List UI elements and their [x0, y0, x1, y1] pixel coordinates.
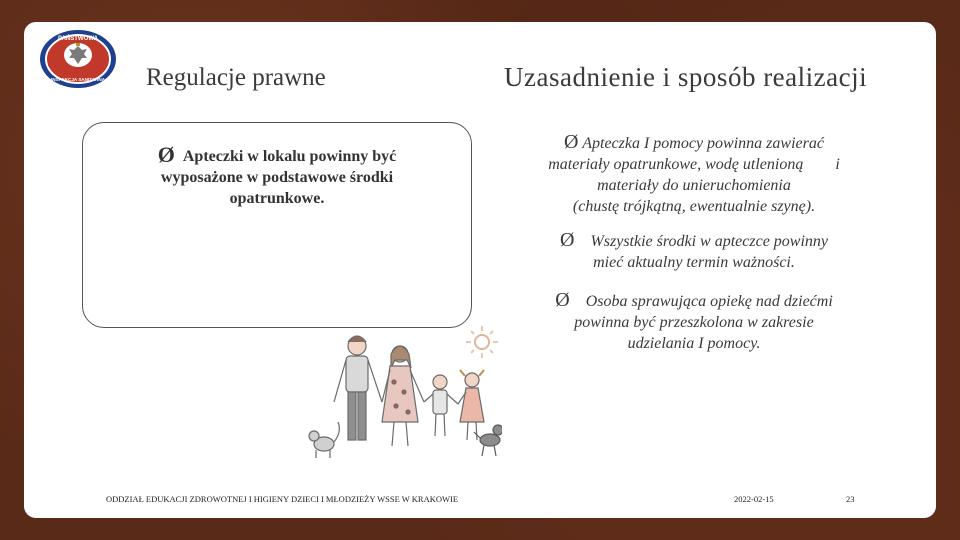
- regulations-box: [82, 122, 472, 328]
- justification-item: [494, 132, 894, 217]
- dog-figure: [474, 425, 502, 456]
- slide: [24, 22, 936, 518]
- title-regulations: Regulacje prawne: [146, 64, 326, 91]
- mother-figure: [382, 346, 424, 446]
- title-justification: Uzasadnienie i sposób realizacji: [504, 62, 868, 92]
- cat-figure: [309, 422, 339, 458]
- justification-item: [494, 290, 894, 354]
- justification-line: materiały opatrunkowe, wodę utlenioną i: [548, 156, 840, 173]
- regulations-text: [83, 143, 471, 209]
- bullet-arrow-icon: Ø: [555, 289, 570, 311]
- justification-line: powinna być przeszkolona w zakresie: [574, 314, 814, 331]
- justification-item: [494, 230, 894, 273]
- logo-bottom-text: INSPEKCJA SANITARNA: [50, 77, 106, 82]
- justification-line: Apteczka I pomocy powinna zawierać: [582, 135, 824, 152]
- footer-organization: ODDZIAŁ EDUKACJI ZDROWOTNEJ I HIGIENY DZIECI I MŁODZIEŻY WSSE W KRAKOWIE: [106, 494, 459, 504]
- logo-top-text: PAŃSTWOWA: [58, 36, 98, 42]
- justification-line: udzielania I pomocy.: [627, 335, 761, 352]
- girl-figure: [458, 370, 484, 440]
- sanitary-inspection-logo: [38, 28, 118, 90]
- sun-icon: [466, 326, 498, 358]
- justification-line: (chustę trójkątną, ewentualnie szynę).: [572, 198, 816, 215]
- bullet-arrow-icon: Ø: [564, 131, 579, 153]
- page-number: 23: [846, 494, 855, 504]
- justification-line: Osoba sprawująca opiekę nad dziećmi: [585, 293, 833, 310]
- bullet-arrow-icon: Ø: [157, 142, 175, 167]
- footer-date: 2022-02-15: [734, 494, 774, 504]
- justification-line: mieć aktualny termin ważności.: [593, 254, 795, 271]
- regulation-line: Apteczki w lokalu powinny być: [182, 148, 397, 165]
- regulation-line: wyposażone w podstawowe środki: [160, 169, 394, 186]
- justification-line: materiały do unieruchomienia: [597, 177, 791, 194]
- boy-figure: [424, 375, 458, 436]
- regulation-line: opatrunkowe.: [229, 190, 325, 207]
- father-figure: [334, 336, 382, 440]
- bullet-arrow-icon: Ø: [559, 229, 575, 251]
- family-drawing: [282, 322, 502, 464]
- justification-line: Wszystkie środki w apteczce powinny: [590, 233, 829, 250]
